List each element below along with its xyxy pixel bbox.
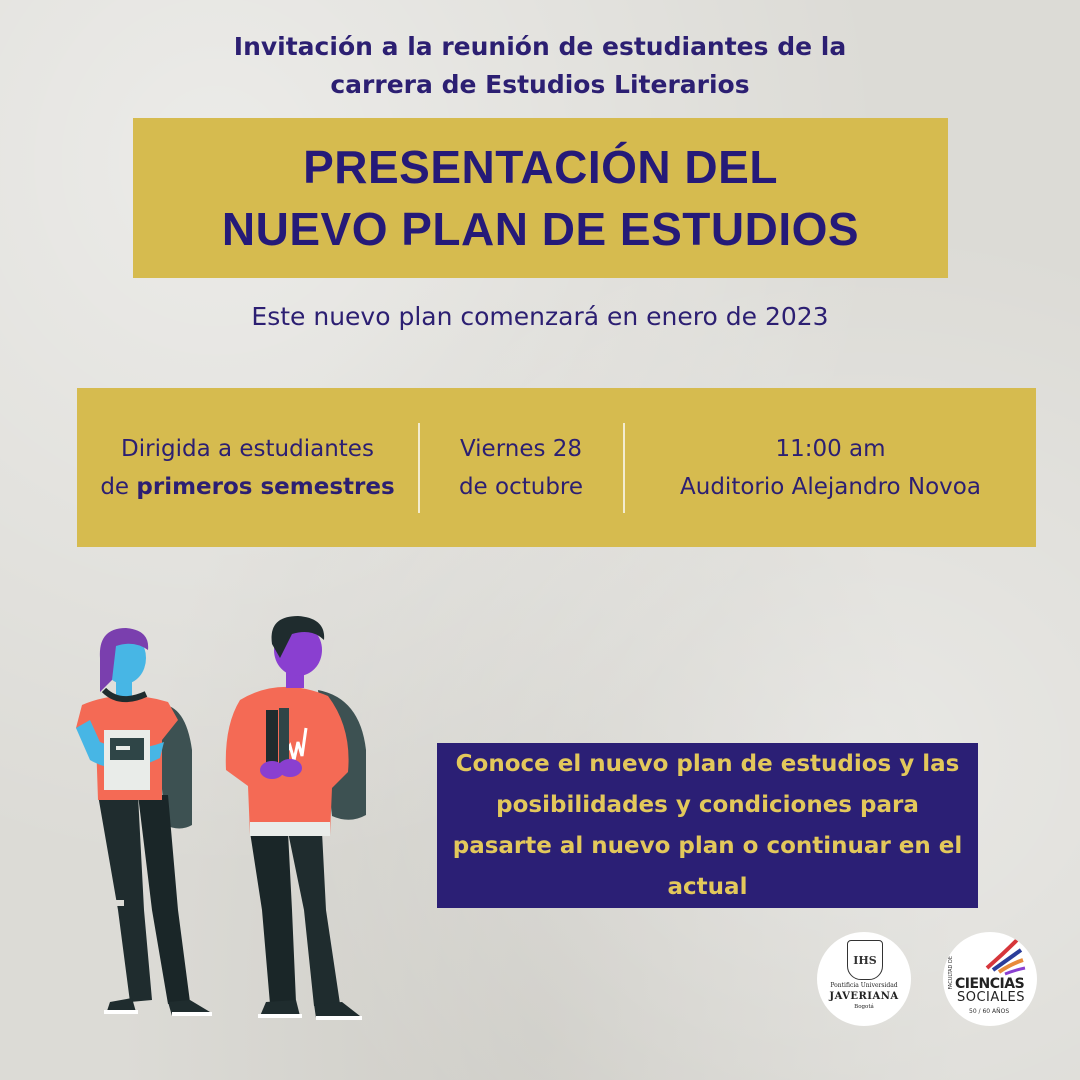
start-date-subtitle: Este nuevo plan comenzará en enero de 2023	[251, 302, 829, 331]
audience-bold: primeros semestres	[136, 473, 395, 500]
callout-text: Conoce el nuevo plan de estudios y las posibilidades y condiciones para pasarte al nuevo plan o continuar en el actual	[452, 750, 963, 900]
javeriana-logo	[817, 932, 911, 1026]
students-illustration	[60, 610, 420, 1050]
date-line2: de octubre	[458, 473, 584, 500]
anniversary-label: 50 / 60 AÑOS	[969, 1008, 1010, 1015]
audience-prefix: de	[100, 473, 137, 500]
callout-box	[437, 743, 978, 908]
ciencias-sociales-logo	[943, 932, 1037, 1026]
title-banner	[133, 118, 948, 278]
javeriana-line1: Pontificia Universidad	[830, 982, 898, 989]
ciencias-label: CIENCIAS	[955, 976, 1025, 992]
invitation-heading	[140, 28, 940, 104]
javeriana-line2: JAVERIANA	[829, 991, 899, 1002]
event-time: 11:00 am	[775, 435, 886, 462]
title-line1: PRESENTACIÓN DEL	[303, 141, 778, 193]
faculty-label: FACULTAD DE	[948, 956, 954, 990]
audience-line2	[100, 468, 394, 506]
time-place-info	[625, 388, 1036, 547]
event-place: Auditorio Alejandro Novoa	[680, 473, 981, 500]
student-boy-figure	[226, 616, 366, 1020]
audience-info	[77, 388, 418, 547]
sociales-label: SOCIALES	[957, 990, 1025, 1005]
date-line1: Viernes 28	[459, 435, 583, 462]
javeriana-line3: Bogotá	[854, 1004, 874, 1010]
event-info-banner	[77, 388, 1036, 547]
ihs-seal-icon: IHS	[847, 940, 883, 980]
student-girl-figure	[76, 628, 212, 1016]
invitation-heading-line2: carrera de Estudios Literarios	[330, 70, 750, 99]
date-info	[420, 388, 622, 547]
invitation-heading-line1: Invitación a la reunión de estudiantes de la	[233, 32, 847, 61]
audience-line1: Dirigida a estudiantes	[121, 435, 374, 462]
title-line2: NUEVO PLAN DE ESTUDIOS	[221, 203, 860, 255]
